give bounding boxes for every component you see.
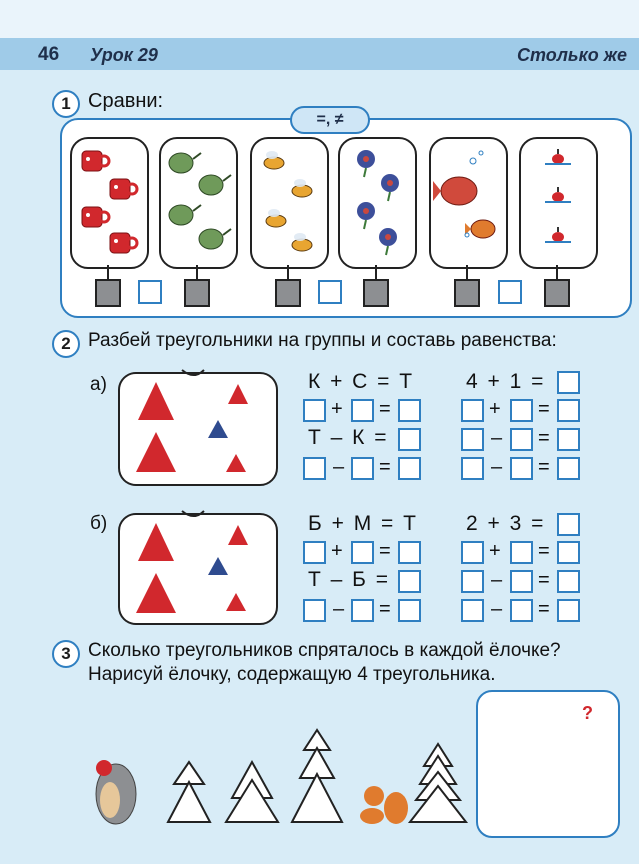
equals-sign: =	[379, 456, 391, 478]
part-a-label: а)	[90, 374, 107, 395]
task2-number: 2	[52, 330, 80, 358]
equals-sign: =	[379, 598, 391, 620]
tree-4-icon	[410, 744, 466, 822]
plus-sign: +	[489, 540, 501, 562]
equals-sign: =	[379, 398, 391, 420]
task1-instruction: Сравни:	[88, 90, 164, 112]
equals-sign: =	[538, 427, 550, 449]
topic-title: Столько же	[516, 45, 627, 65]
equals-sign: =	[538, 598, 550, 620]
equals-sign: =	[379, 540, 391, 562]
task1-number: 1	[52, 90, 80, 118]
eq-b-left-3: Т – Б =	[308, 568, 391, 591]
lesson-title: Урок 29	[90, 45, 158, 65]
minus-sign: –	[491, 569, 503, 591]
equals-sign: =	[538, 456, 550, 478]
eq-a-left-1: К + С = Т	[308, 370, 415, 393]
question-mark: ?	[582, 703, 593, 723]
minus-sign: –	[491, 427, 503, 449]
plus-sign: +	[331, 398, 343, 420]
eq-a-left-3: Т – К =	[308, 426, 389, 449]
equals-sign: =	[538, 569, 550, 591]
minus-sign: –	[491, 456, 503, 478]
part-b-label: б)	[90, 513, 108, 534]
squirrel-icon	[360, 786, 408, 824]
hedgehog-icon	[96, 760, 136, 824]
minus-sign: –	[333, 598, 345, 620]
task3-number: 3	[52, 640, 80, 668]
task3-line1: Сколько треугольников спряталось в каждой ёлочке?	[88, 640, 561, 661]
task3-line2: Нарисуй ёлочку, содержащую 4 треугольника.	[88, 664, 496, 685]
equals-sign: =	[538, 398, 550, 420]
tree-1-icon	[168, 762, 210, 822]
eq-b-right-1: 2 + 3 =	[466, 512, 546, 535]
tree-2-icon	[226, 762, 278, 822]
page-number: 46	[38, 44, 60, 65]
minus-sign: –	[491, 598, 503, 620]
task2-instruction: Разбей треугольники на группы и составь равенства:	[88, 330, 557, 351]
minus-sign: –	[333, 456, 345, 478]
eq-a-right-1: 4 + 1 =	[466, 370, 546, 393]
equals-sign: =	[538, 540, 550, 562]
plus-sign: +	[489, 398, 501, 420]
eq-b-left-1: Б + М = Т	[308, 512, 418, 535]
plus-sign: +	[331, 540, 343, 562]
tree-3-icon	[292, 730, 342, 822]
signs-pill: =, ≠	[290, 106, 370, 134]
